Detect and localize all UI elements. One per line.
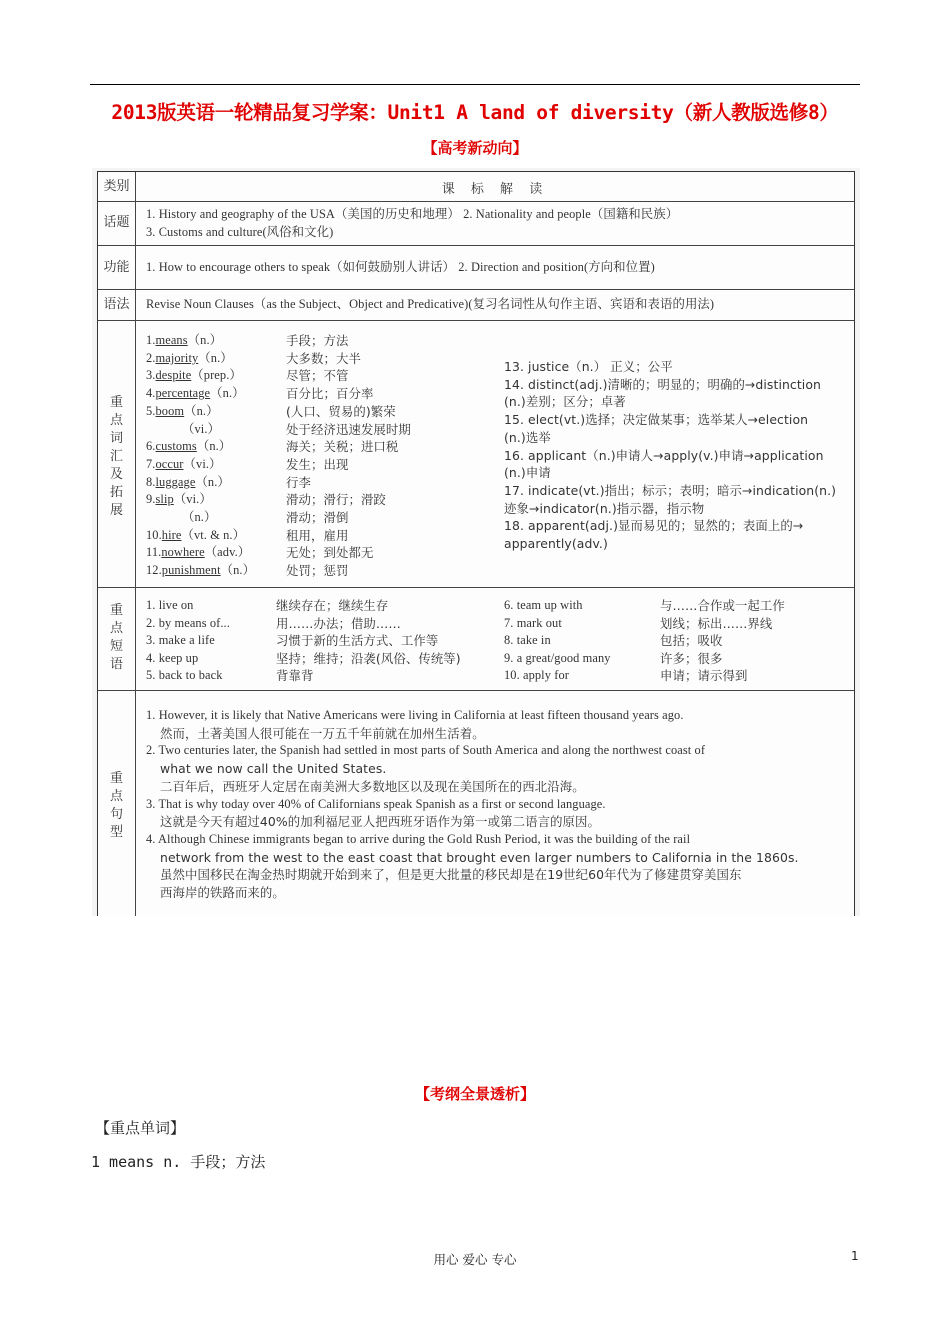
page-number: 1 bbox=[851, 1249, 859, 1263]
phrase-meaning: 申请；请示得到 bbox=[660, 668, 748, 684]
function-line: 1. How to encourage others to speak（如何鼓励别人讲话） 2. Direction and position(方向和位置) bbox=[146, 260, 655, 274]
row-divider bbox=[98, 201, 854, 202]
phrases-category: 重点短语 bbox=[109, 603, 123, 672]
vocab-meaning: (人口、贸易的)繁荣 bbox=[286, 403, 396, 419]
curriculum-table-image bbox=[92, 168, 860, 916]
vocab-meaning: 手段；方法 bbox=[286, 333, 349, 348]
phrase-item: 10. apply for bbox=[504, 668, 569, 683]
sentence-line: network from the west to the east coast that brought even larger numbers to California in the 1860s. bbox=[160, 849, 799, 865]
vocab-item: 6.customs（n.） bbox=[146, 439, 232, 454]
vocab-meaning: 发生；出现 bbox=[286, 456, 349, 472]
vocab-item-detail: (n.)差别；区分；卓著 bbox=[504, 394, 626, 410]
section-heading-syllabus: 【考纲全景透析】 bbox=[414, 1085, 535, 1103]
vocab-meaning: 租用，雇用 bbox=[286, 527, 349, 543]
vocab-item: （n.） bbox=[182, 510, 217, 524]
sentence-line: 2. Two centuries later, the Spanish had settled in most parts of South America and along the northwest coast of bbox=[146, 743, 706, 758]
row-divider bbox=[98, 245, 854, 246]
phrase-meaning: 用……办法；借助…… bbox=[276, 615, 401, 631]
vocab-item: 11.nowhere（adv.） bbox=[146, 545, 251, 560]
phrase-meaning: 坚持；维持；沿袭(风俗、传统等) bbox=[276, 650, 461, 666]
vocab-meaning: 尽管；不管 bbox=[286, 368, 349, 384]
vocab-item: 7.occur（vi.） bbox=[146, 456, 222, 471]
sentence-line: 然而，土著美国人很可能在一万五千年前就在加州生活着。 bbox=[160, 725, 485, 741]
vocab-item: 4.percentage（n.） bbox=[146, 386, 245, 401]
phrase-meaning: 与……合作或一起工作 bbox=[660, 598, 785, 613]
phrase-meaning: 继续存在；继续生存 bbox=[276, 598, 389, 613]
vocab-item: 8.luggage（n.） bbox=[146, 474, 230, 489]
vocab-item-detail: apparently(adv.) bbox=[504, 536, 608, 551]
vocab-meaning: 大多数；大半 bbox=[286, 350, 361, 366]
phrase-item: 1. live on bbox=[146, 598, 194, 612]
vocab-category: 重点词汇及拓展 bbox=[109, 395, 123, 518]
top-rule bbox=[90, 84, 860, 85]
header-category: 类别 bbox=[103, 179, 130, 194]
subheading-key-words: 【重点单词】 bbox=[95, 1119, 186, 1137]
vocab-meaning: 处于经济迅速发展时期 bbox=[286, 421, 411, 437]
sentence-line: 这就是今天有超过40%的加利福尼亚人把西班牙语作为第一或第二语言的原因。 bbox=[160, 814, 601, 830]
phrase-item: 3. make a life bbox=[146, 633, 215, 648]
phrase-item: 7. mark out bbox=[504, 615, 562, 630]
word-item: 1 means n. 手段；方法 bbox=[91, 1153, 266, 1171]
vocab-item-detail: 17. indicate(vt.)指出；标示；表明；暗示→indication(n.) bbox=[504, 482, 837, 498]
document-title: 2013版英语一轮精品复习学案：Unit1 A land of diversity（新人教版选修8） bbox=[111, 101, 839, 124]
vocab-meaning: 处罚；惩罚 bbox=[286, 563, 349, 579]
vocab-item-detail: 14. distinct(adj.)清晰的；明显的；明确的→distinction bbox=[504, 376, 821, 392]
grammar-line: Revise Noun Clauses（as the Subject、Object and Predicative)(复习名词性从句作主语、宾语和表语的用法) bbox=[146, 297, 715, 311]
vocab-item: （vi.） bbox=[182, 421, 221, 436]
vocab-item: 12.punishment（n.） bbox=[146, 563, 256, 578]
row-divider bbox=[98, 690, 854, 691]
sentence-line: 二百年后，西班牙人定居在南美洲大多数地区以及现在美国所在的西北沿海。 bbox=[160, 778, 585, 794]
phrase-item: 8. take in bbox=[504, 633, 551, 648]
header-content: 课 标 解 读 bbox=[441, 182, 549, 197]
sentence-line: 西海岸的铁路而来的。 bbox=[160, 885, 285, 900]
vocab-meaning: 海关；关税；进口税 bbox=[286, 439, 399, 455]
function-category: 功能 bbox=[103, 260, 130, 275]
vocab-item-detail: 13. justice（n.） 正义；公平 bbox=[504, 359, 673, 374]
vocab-item: 3.despite（prep.） bbox=[146, 368, 242, 383]
column-divider bbox=[135, 172, 136, 916]
topic-category: 话题 bbox=[103, 215, 130, 230]
phrase-item: 5. back to back bbox=[146, 668, 223, 683]
section-heading-exam-trends: 【高考新动向】 bbox=[422, 139, 528, 157]
phrase-meaning: 背靠背 bbox=[276, 668, 314, 684]
sentence-line: 3. That is why today over 40% of Californians speak Spanish as a first or second language. bbox=[146, 796, 606, 811]
row-divider bbox=[98, 587, 854, 588]
vocab-meaning: 百分比；百分率 bbox=[286, 386, 374, 402]
sentence-line: 虽然中国移民在淘金热时期就开始到来了，但是更大批量的移民却是在19世纪60年代为了修建贯穿美国东 bbox=[160, 867, 742, 883]
vocab-meaning: 滑动；滑行；滑跤 bbox=[286, 492, 386, 508]
phrase-item: 4. keep up bbox=[146, 650, 199, 665]
phrase-meaning: 划线；标出……界线 bbox=[660, 615, 773, 631]
sentence-line: 4. Although Chinese immigrants began to arrive during the Gold Rush Period, it was the building of the rail bbox=[146, 831, 691, 846]
curriculum-table bbox=[97, 171, 855, 916]
vocab-item-detail: 15. elect(vt.)选择；决定做某事；选举某人→election bbox=[504, 412, 809, 428]
phrase-item: 9. a great/good many bbox=[504, 650, 611, 665]
page-footer: 用心 爱心 专心 bbox=[433, 1252, 517, 1267]
vocab-item-detail: 18. apparent(adj.)显而易见的；显然的；表面上的→ bbox=[504, 518, 804, 534]
phrase-meaning: 包括；吸收 bbox=[660, 633, 723, 649]
vocab-item-detail: 16. applicant（n.)申请人→apply(v.)申请→application bbox=[504, 447, 824, 463]
vocab-item: 2.majority（n.） bbox=[146, 350, 233, 365]
row-divider bbox=[98, 289, 854, 290]
phrase-item: 2. by means of... bbox=[146, 615, 230, 630]
sentence-line: 1. However, it is likely that Native Americans were living in California at least fifteen thousand years ago. bbox=[146, 708, 684, 722]
vocab-item: 9.slip（vi.） bbox=[146, 492, 212, 507]
topic-line: 1. History and geography of the USA（美国的历史和地理） 2. Nationality and people（国籍和民族） bbox=[146, 207, 679, 221]
grammar-category: 语法 bbox=[103, 297, 130, 312]
vocab-meaning: 行李 bbox=[286, 474, 311, 490]
sentence-line: what we now call the United States. bbox=[160, 761, 387, 777]
vocab-item: 1.means（n.） bbox=[146, 333, 223, 347]
vocab-item: 10.hire（vt. & n.） bbox=[146, 527, 246, 542]
vocab-item-detail: (n.)选举 bbox=[504, 429, 551, 445]
topic-line: 3. Customs and culture(风俗和文化) bbox=[146, 225, 334, 239]
phrase-meaning: 许多；很多 bbox=[660, 650, 723, 666]
phrase-meaning: 习惯于新的生活方式、工作等 bbox=[276, 633, 439, 649]
sentences-category: 重点句型 bbox=[109, 771, 123, 840]
phrase-item: 6. team up with bbox=[504, 598, 583, 612]
row-divider bbox=[98, 320, 854, 321]
vocab-item: 5.boom（n.） bbox=[146, 403, 219, 418]
vocab-item-detail: 迹象→indicator(n.)指示器，指示物 bbox=[504, 500, 705, 516]
vocab-meaning: 滑动；滑倒 bbox=[286, 510, 349, 525]
vocab-meaning: 无处；到处都无 bbox=[286, 545, 374, 561]
vocab-item-detail: (n.)申请 bbox=[504, 465, 551, 481]
